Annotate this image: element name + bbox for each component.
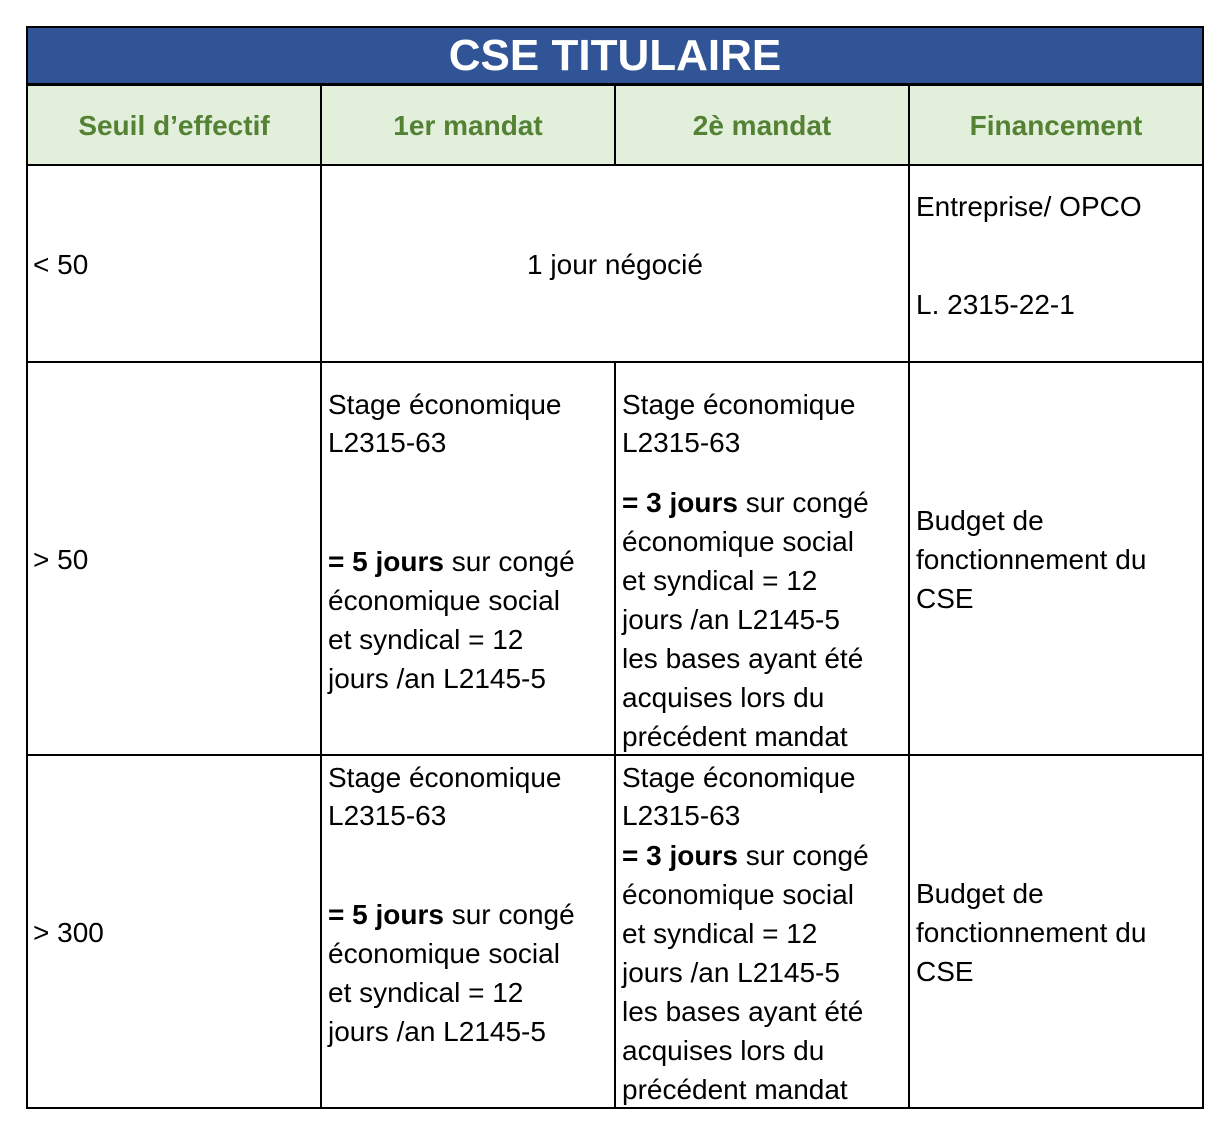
- financement-line: Entreprise/ OPCO: [916, 191, 1142, 222]
- seuil-value: > 50: [33, 544, 89, 575]
- jours-bold: = 3 jours: [622, 487, 738, 518]
- jours-bold: = 5 jours: [328, 899, 444, 930]
- table-title: CSE TITULAIRE: [26, 26, 1204, 85]
- stage-ref: L2315-63: [622, 800, 741, 831]
- header-financement: Financement: [908, 84, 1204, 166]
- financement-line: CSE: [916, 956, 974, 987]
- text-line: et syndical = 12: [328, 624, 524, 655]
- financement-line: Budget de: [916, 505, 1044, 536]
- stage-ref: L2315-63: [328, 427, 447, 458]
- text-line: les bases ayant été: [622, 643, 864, 674]
- text-line: économique social: [622, 879, 854, 910]
- financement-line: fonctionnement du: [916, 917, 1147, 948]
- header-2e-mandat: 2è mandat: [614, 84, 910, 166]
- text-line: économique social: [328, 938, 560, 969]
- text-line: et syndical = 12: [622, 918, 818, 949]
- text-line: jours /an L2145-5: [328, 1016, 546, 1047]
- jours-line: [328, 895, 575, 934]
- stage-label: Stage économique: [622, 762, 856, 793]
- text-line: acquises lors du: [622, 682, 825, 713]
- jours-rest: sur congé: [443, 899, 575, 930]
- text-line: économique social: [328, 585, 560, 616]
- header-seuil: Seuil d’effectif: [26, 84, 322, 166]
- stage-ref: L2315-63: [622, 427, 741, 458]
- mandat-value: 1 jour négocié: [527, 249, 703, 280]
- text-line: jours /an L2145-5: [622, 604, 840, 635]
- jours-line: [328, 542, 575, 581]
- seuil-value: > 300: [33, 917, 104, 948]
- text-line: précédent mandat: [622, 1074, 848, 1105]
- jours-line: [622, 483, 869, 522]
- text-line: jours /an L2145-5: [328, 663, 546, 694]
- stage-label: Stage économique: [328, 762, 562, 793]
- seuil-value: < 50: [33, 249, 89, 280]
- stage-label: Stage économique: [328, 389, 562, 420]
- jours-rest: sur congé: [737, 840, 869, 871]
- financement-line: CSE: [916, 583, 974, 614]
- financement-line: fonctionnement du: [916, 544, 1147, 575]
- text-line: et syndical = 12: [622, 565, 818, 596]
- financement-line: L. 2315-22-1: [916, 289, 1075, 320]
- jours-rest: sur congé: [443, 546, 575, 577]
- text-line: acquises lors du: [622, 1035, 825, 1066]
- text-line: les bases ayant été: [622, 996, 864, 1027]
- text-line: et syndical = 12: [328, 977, 524, 1008]
- jours-bold: = 3 jours: [622, 840, 738, 871]
- financement-line: Budget de: [916, 878, 1044, 909]
- text-line: jours /an L2145-5: [622, 957, 840, 988]
- text-line: économique social: [622, 526, 854, 557]
- stage-label: Stage économique: [622, 389, 856, 420]
- jours-line: [622, 836, 869, 875]
- stage-ref: L2315-63: [328, 800, 447, 831]
- jours-bold: = 5 jours: [328, 546, 444, 577]
- jours-rest: sur congé: [737, 487, 869, 518]
- text-line: précédent mandat: [622, 721, 848, 752]
- header-1er-mandat: 1er mandat: [320, 84, 616, 166]
